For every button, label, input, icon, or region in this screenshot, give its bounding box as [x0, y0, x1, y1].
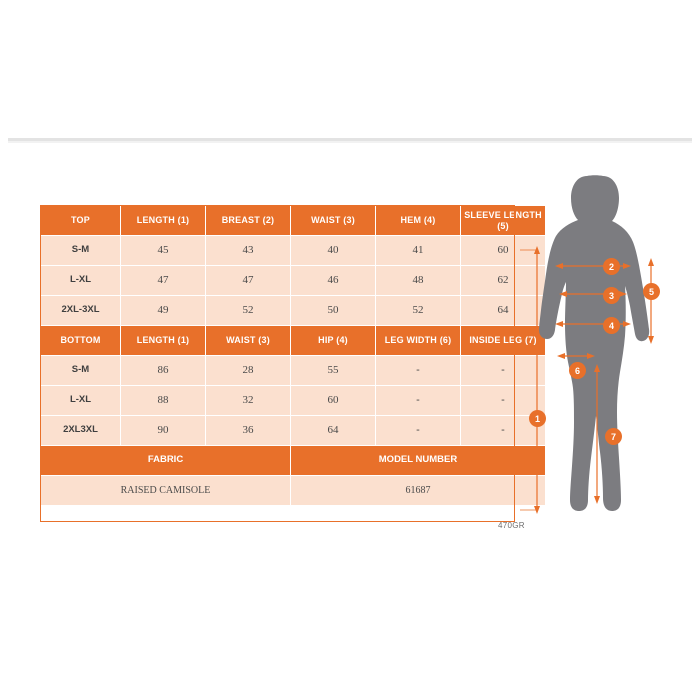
row-size-label: L-XL	[41, 386, 121, 416]
row-size-label: 2XL3XL	[41, 416, 121, 446]
table-row	[41, 416, 546, 446]
cell-bottom-hip: 60	[291, 386, 376, 416]
table-row	[41, 356, 546, 386]
table-row-footer-header	[41, 446, 546, 476]
cell-bottom-leg-width: -	[376, 356, 461, 386]
cell-top-breast: 52	[206, 296, 291, 326]
header-bottom-leg-width: LEG WIDTH (6)	[376, 326, 461, 356]
marker-badge-4: 4	[603, 317, 620, 334]
table-row	[41, 386, 546, 416]
female-silhouette-icon	[539, 175, 649, 511]
table-row-top-header	[41, 206, 546, 236]
cell-top-breast: 47	[206, 266, 291, 296]
cell-top-sleeve: 60	[461, 236, 546, 266]
header-top-length: LENGTH (1)	[121, 206, 206, 236]
top-blank-band	[0, 0, 700, 140]
cell-top-waist: 50	[291, 296, 376, 326]
cell-bottom-length: 88	[121, 386, 206, 416]
cell-bottom-inside-leg: -	[461, 356, 546, 386]
table-row	[41, 266, 546, 296]
cell-bottom-inside-leg: -	[461, 416, 546, 446]
cell-bottom-waist: 32	[206, 386, 291, 416]
cell-top-breast: 43	[206, 236, 291, 266]
figure-svg	[515, 170, 690, 540]
arrow-7-head-bottom	[594, 496, 600, 504]
cell-top-sleeve: 64	[461, 296, 546, 326]
measurement-diagram	[515, 170, 690, 540]
cell-bottom-length: 86	[121, 356, 206, 386]
marker-badge-7: 7	[605, 428, 622, 445]
marker-badge-5: 5	[643, 283, 660, 300]
cell-bottom-waist: 28	[206, 356, 291, 386]
marker-badge-6: 6	[569, 362, 586, 379]
cell-top-sleeve: 62	[461, 266, 546, 296]
marker-badge-2: 2	[603, 258, 620, 275]
size-chart-table	[40, 205, 546, 506]
row-size-label: L-XL	[41, 266, 121, 296]
cell-top-waist: 40	[291, 236, 376, 266]
cell-bottom-hip: 64	[291, 416, 376, 446]
header-top-hem: HEM (4)	[376, 206, 461, 236]
row-size-label: S-M	[41, 356, 121, 386]
cell-bottom-length: 90	[121, 416, 206, 446]
marker-badge-1: 1	[529, 410, 546, 427]
cell-bottom-waist: 36	[206, 416, 291, 446]
cell-top-waist: 46	[291, 266, 376, 296]
header-bottom-length: LENGTH (1)	[121, 326, 206, 356]
row-size-label: S-M	[41, 236, 121, 266]
table-row	[41, 296, 546, 326]
cell-fabric-value: RAISED CAMISOLE	[41, 476, 291, 506]
header-bottom-waist: WAIST (3)	[206, 326, 291, 356]
header-top-sleeve-length: SLEEVE LENGTH (5)	[461, 206, 546, 236]
product-code-label: 470GR	[498, 521, 525, 530]
cell-bottom-inside-leg: -	[461, 386, 546, 416]
header-top-waist: WAIST (3)	[291, 206, 376, 236]
top-divider-line-secondary	[8, 141, 692, 143]
cell-bottom-leg-width: -	[376, 386, 461, 416]
cell-top-hem: 41	[376, 236, 461, 266]
header-bottom: BOTTOM	[41, 326, 121, 356]
header-top-breast: BREAST (2)	[206, 206, 291, 236]
table-row-footer-values	[41, 476, 546, 506]
row-size-label: 2XL-3XL	[41, 296, 121, 326]
arrow-5-head-top	[648, 258, 654, 266]
cell-model-number-value: 61687	[291, 476, 546, 506]
header-bottom-inside-leg: INSIDE LEG (7)	[461, 326, 546, 356]
cell-top-hem: 52	[376, 296, 461, 326]
header-fabric: FABRIC	[41, 446, 291, 476]
arrow-6-head-left	[557, 353, 565, 359]
cell-top-length: 49	[121, 296, 206, 326]
table-row-bottom-header	[41, 326, 546, 356]
cell-top-length: 45	[121, 236, 206, 266]
cell-top-hem: 48	[376, 266, 461, 296]
arrow-4-head-right	[623, 321, 631, 327]
header-top: TOP	[41, 206, 121, 236]
arrow-5-head-bottom	[648, 336, 654, 344]
cell-bottom-leg-width: -	[376, 416, 461, 446]
header-bottom-hip: HIP (4)	[291, 326, 376, 356]
table-row	[41, 236, 546, 266]
header-model-number: MODEL NUMBER	[291, 446, 546, 476]
marker-badge-3: 3	[603, 287, 620, 304]
cell-bottom-hip: 55	[291, 356, 376, 386]
cell-top-length: 47	[121, 266, 206, 296]
